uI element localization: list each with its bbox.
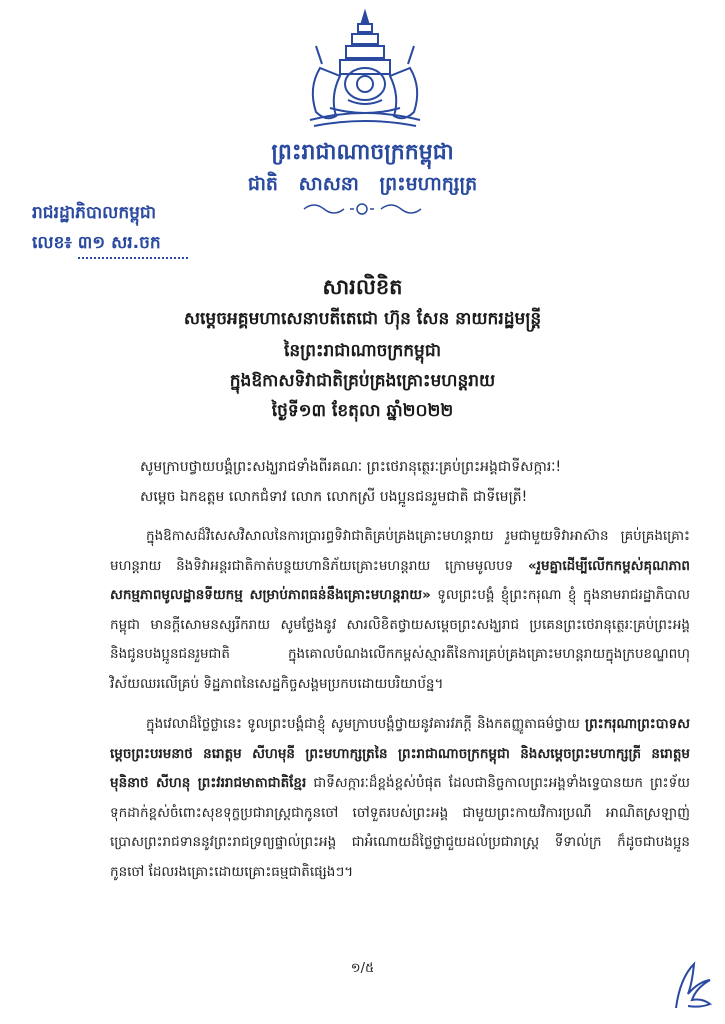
paragraph-1-body: ទូលព្រះបង្គំ ខ្ញុំព្រះករុណា ខ្ញុំ ក្នុងនាមរាជរដ្ឋាភិបាលកម្ពុជា មានក្តីសោមនស្សរីករាយ សូមថ្លែងនូវ សារលិខិតថ្វាយសម្តេចព្រះសង្ឃរាជ ប្រគេនព្រះថេរានុត្ថេរៈគ្រប់ព្រះអង្គ និងជូនបងប្អូនជនរួមជាតិ ក្នុងគោលបំណងលើកកម្ពស់ស្មារតីនៃការគ្រប់គ្រងគ្រោះមហន្តរាយក្នុងក្របខណ្ឌពហុវិស័យឈរលើគ្រប់ ទិដ្ឋភាពនៃសេដ្ឋកិច្ចសង្គមប្រកបដោយបរិយាប័ន្ន។ xyxy=(110,587,690,692)
royal-coat-of-arms-icon xyxy=(300,8,430,136)
signature-initial-icon xyxy=(668,958,718,1016)
body-paragraph-1 xyxy=(110,522,690,699)
page-number: ១/៥ xyxy=(350,961,375,976)
reference-number xyxy=(32,232,188,259)
sender-line: សម្តេចអគ្គមហាសេនាបតីតេជោ ហ៊ុន សែន នាយករដ្ឋមន្ត្រី xyxy=(183,309,542,329)
paragraph-2-royal-names: ព្រះករុណាព្រះបាទសម្តេចព្រះបរមនាថ នរោត្តម សីហមុនី ព្រះមហាក្សត្រនៃ ព្រះរាជាណាចក្រកម្ពុជា និងសម្តេចព្រះមហាក្សត្រី នរោត្តម មុនិនាថ សីហនុ ព្រះវររាជមាតាជាតិខ្មែរ xyxy=(110,716,690,791)
date-line: ថ្ងៃទី១៣ ខែតុលា ឆ្នាំ២០២២ xyxy=(271,401,454,421)
decorative-divider-icon xyxy=(300,198,425,220)
paragraph-2-body: ជាទីសក្ការៈដ៏ខ្ពង់ខ្ពស់បំផុត ដែលជានិច្ចកាលព្រះអង្គទាំងទ្វេបានយក ព្រះទ័យទុកដាក់ខ្ពស់ចំពោះសុខទុក្ខប្រជារាស្ត្រជាកូនចៅ ចៅទួតរបស់ព្រះអង្គ ជាមួយព្រះកាយវិការប្រណី អាណិតស្រឡាញ់ ប្រោសព្រះរាជទាននូវព្រះរាជទ្រព្យផ្ទាល់ព្រះអង្គ ជាអំណោយដ៏ថ្លៃថ្លាជួយដល់ប្រជារាស្ត្រ ទីទាល់ក្រ ក៏ដូចជាបងប្អូន កូនចៅ ដែលរងគ្រោះដោយគ្រោះធម្មជាតិផ្សេងៗ។ xyxy=(110,775,691,880)
reference-value: ៣១ សរ.ចក xyxy=(78,232,188,259)
occasion-line: ក្នុងឱកាសទិវាជាតិគ្រប់គ្រងគ្រោះមហន្តរាយ xyxy=(229,371,496,391)
paragraph-1-intro: ក្នុងឱកាសដ៏វិសេសវិសាលនៃការប្រារព្ធទិវាជាតិគ្រប់គ្រងគ្រោះមហន្តរាយ រួមជាមួយទិវាអាស៊ាន គ្រប់គ្រងគ្រោះមហន្តរាយ និងទិវាអន្តរជាតិកាត់បន្ថយហានិភ័យគ្រោះមហន្តរាយ ក្រោមមូលបទ xyxy=(110,528,690,574)
paragraph-1-theme: «រួមគ្នាដើម្បីលើកកម្ពស់គុណភាពសកម្មភាពមូលដ្ឋានទីយកម្ម សម្រាប់ភាពធន់នឹងគ្រោះមហន្តរាយ» xyxy=(110,557,690,603)
sender-country-line: នៃព្រះរាជាណាចក្រកម្ពុជា xyxy=(283,341,442,361)
document-heading: សារលិខិត xyxy=(322,275,403,299)
reference-label: លេខ៖ xyxy=(32,233,72,253)
body-paragraph-2 xyxy=(110,710,690,887)
salutation-line-2: សម្តេច ឯកឧត្តម លោកជំទាវ លោក លោកស្រី បងប្អូនជនរួមជាតិ ជាទីមេត្រី! xyxy=(140,489,528,505)
paragraph-2-intro: ក្នុងវេលាដ៏ថ្លៃថ្លានេះ ទូលព្រះបង្គំជាខ្ញុំ សូមក្រាបបង្គំថ្វាយនូវគារវភក្តី និងកតញ្ញូតាធម៌ថ្វាយ xyxy=(146,716,580,732)
government-name: រាជរដ្ឋាភិបាលកម្ពុជា xyxy=(32,203,157,223)
national-motto: ជាតិ សាសនា ព្រះមហាក្សត្រ xyxy=(247,173,478,195)
salutation-line-1: សូមក្រាបថ្វាយបង្គំព្រះសង្ឃរាជទាំងពីរគណៈ ព្រះថេរានុត្ថេរៈគ្រប់ព្រះអង្គជាទីសក្ការៈ! xyxy=(140,459,562,475)
kingdom-name: ព្រះរាជាណាចក្រកម្ពុជា xyxy=(271,140,454,165)
